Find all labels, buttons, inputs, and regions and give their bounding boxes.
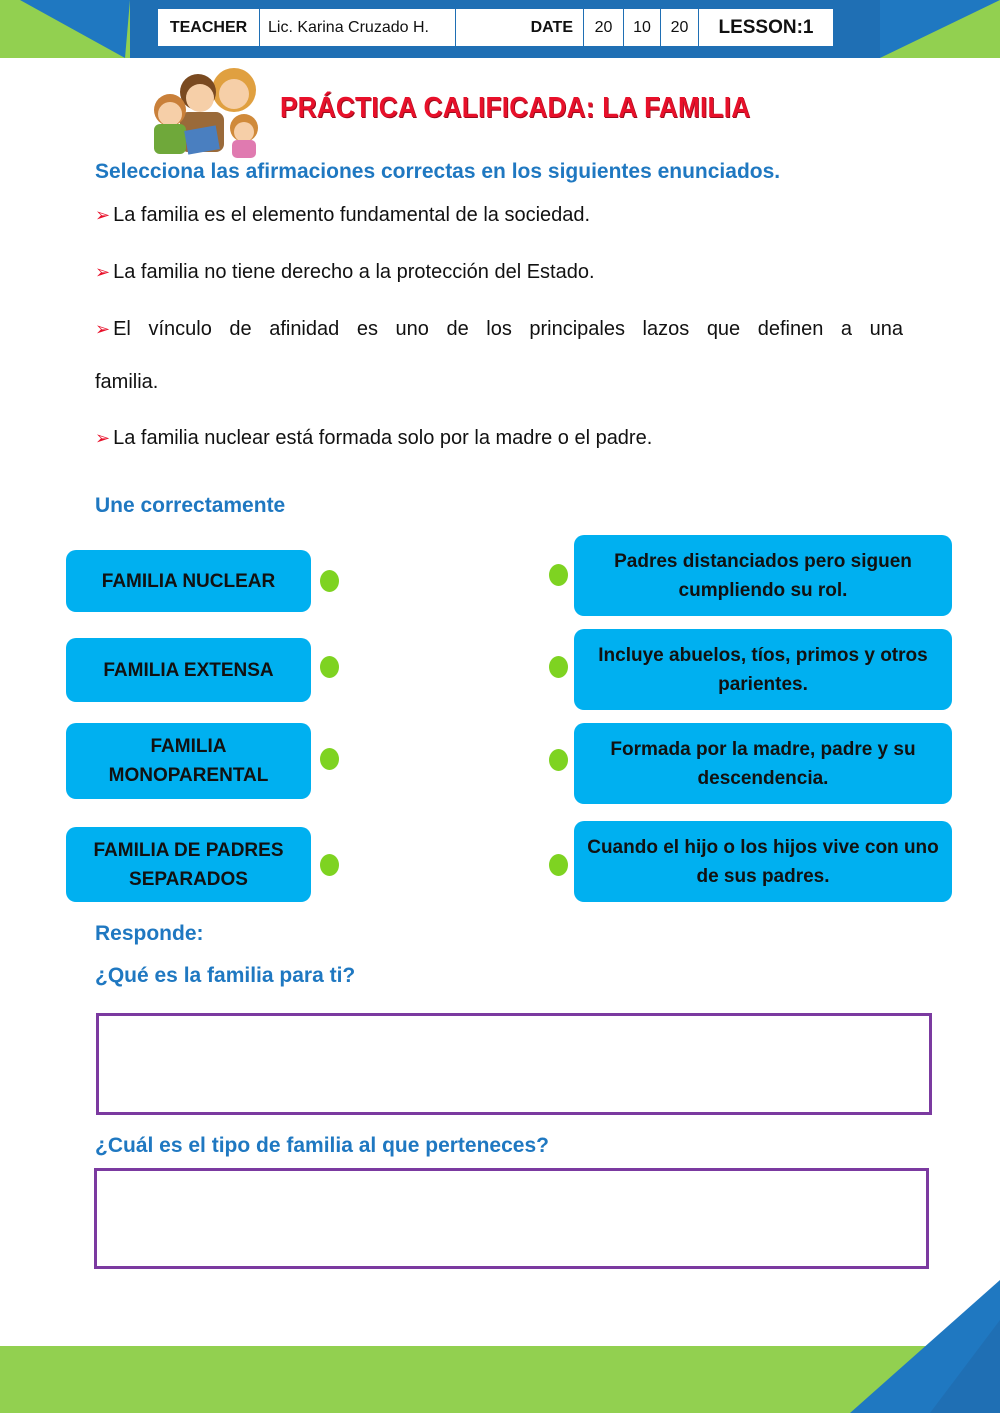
footer-band bbox=[0, 1280, 1000, 1413]
date-month: 10 bbox=[624, 9, 661, 46]
match-right-separados[interactable]: Padres distanciados pero siguen cumpliendo su rol. bbox=[574, 535, 952, 616]
statement-1[interactable] bbox=[95, 205, 590, 225]
question-1: ¿Qué es la familia para ti? bbox=[95, 964, 356, 987]
match-dot-right-1[interactable] bbox=[549, 564, 568, 586]
match-right-nuclear[interactable]: Formada por la madre, padre y su descendencia. bbox=[574, 723, 952, 804]
match-left-extensa[interactable]: FAMILIA EXTENSA bbox=[66, 638, 311, 702]
arrow-bullet-icon: ➢ bbox=[95, 262, 111, 282]
statement-2-text: La familia no tiene derecho a la protección del Estado. bbox=[113, 261, 595, 283]
date-year: 20 bbox=[661, 9, 699, 46]
section3-heading: Responde: bbox=[95, 922, 204, 945]
match-dot-left-2[interactable] bbox=[320, 656, 339, 678]
match-dot-left-4[interactable] bbox=[320, 854, 339, 876]
section2-heading: Une correctamente bbox=[95, 494, 286, 517]
match-dot-left-1[interactable] bbox=[320, 570, 339, 592]
date-label: DATE bbox=[456, 9, 584, 46]
match-dot-right-4[interactable] bbox=[549, 854, 568, 876]
section1-heading: Selecciona las afirmaciones correctas en los siguientes enunciados. bbox=[95, 160, 781, 183]
statement-2[interactable] bbox=[95, 262, 595, 282]
match-left-separados[interactable]: FAMILIA DE PADRES SEPARADOS bbox=[66, 827, 311, 902]
date-day: 20 bbox=[584, 9, 624, 46]
lesson-label: LESSON:1 bbox=[718, 16, 814, 38]
statement-4[interactable] bbox=[95, 428, 652, 448]
statement-1-text: La familia es el elemento fundamental de la sociedad. bbox=[113, 204, 591, 226]
arrow-bullet-icon: ➢ bbox=[95, 428, 111, 448]
match-dot-right-2[interactable] bbox=[549, 656, 568, 678]
header-info-table bbox=[156, 7, 835, 48]
match-right-monoparental[interactable]: Cuando el hijo o los hijos vive con uno de sus padres. bbox=[574, 821, 952, 902]
arrow-bullet-icon: ➢ bbox=[95, 319, 111, 339]
match-right-extensa[interactable]: Incluye abuelos, tíos, primos y otros parientes. bbox=[574, 629, 952, 710]
match-dot-left-3[interactable] bbox=[320, 748, 339, 770]
answer-box-2[interactable] bbox=[94, 1168, 929, 1269]
statement-3-continuation: familia. bbox=[95, 371, 159, 393]
teacher-name: Lic. Karina Cruzado H. bbox=[260, 9, 456, 46]
match-left-nuclear[interactable]: FAMILIA NUCLEAR bbox=[66, 550, 311, 612]
question-2: ¿Cuál es el tipo de familia al que perteneces? bbox=[95, 1134, 549, 1157]
answer-box-1[interactable] bbox=[96, 1013, 932, 1115]
arrow-bullet-icon: ➢ bbox=[95, 205, 111, 225]
page-title: PRÁCTICA CALIFICADA: LA FAMILIA bbox=[280, 92, 751, 124]
statement-4-text: La familia nuclear está formada solo por la madre o el padre. bbox=[113, 427, 653, 449]
match-left-monoparental[interactable]: FAMILIA MONOPARENTAL bbox=[66, 723, 311, 799]
statement-3-text: El vínculo de afinidad es uno de los principales lazos que definen a una bbox=[113, 318, 903, 340]
family-illustration-icon bbox=[146, 62, 274, 160]
teacher-label: TEACHER bbox=[158, 9, 260, 46]
match-dot-right-3[interactable] bbox=[549, 749, 568, 771]
statement-3[interactable] bbox=[95, 319, 903, 339]
